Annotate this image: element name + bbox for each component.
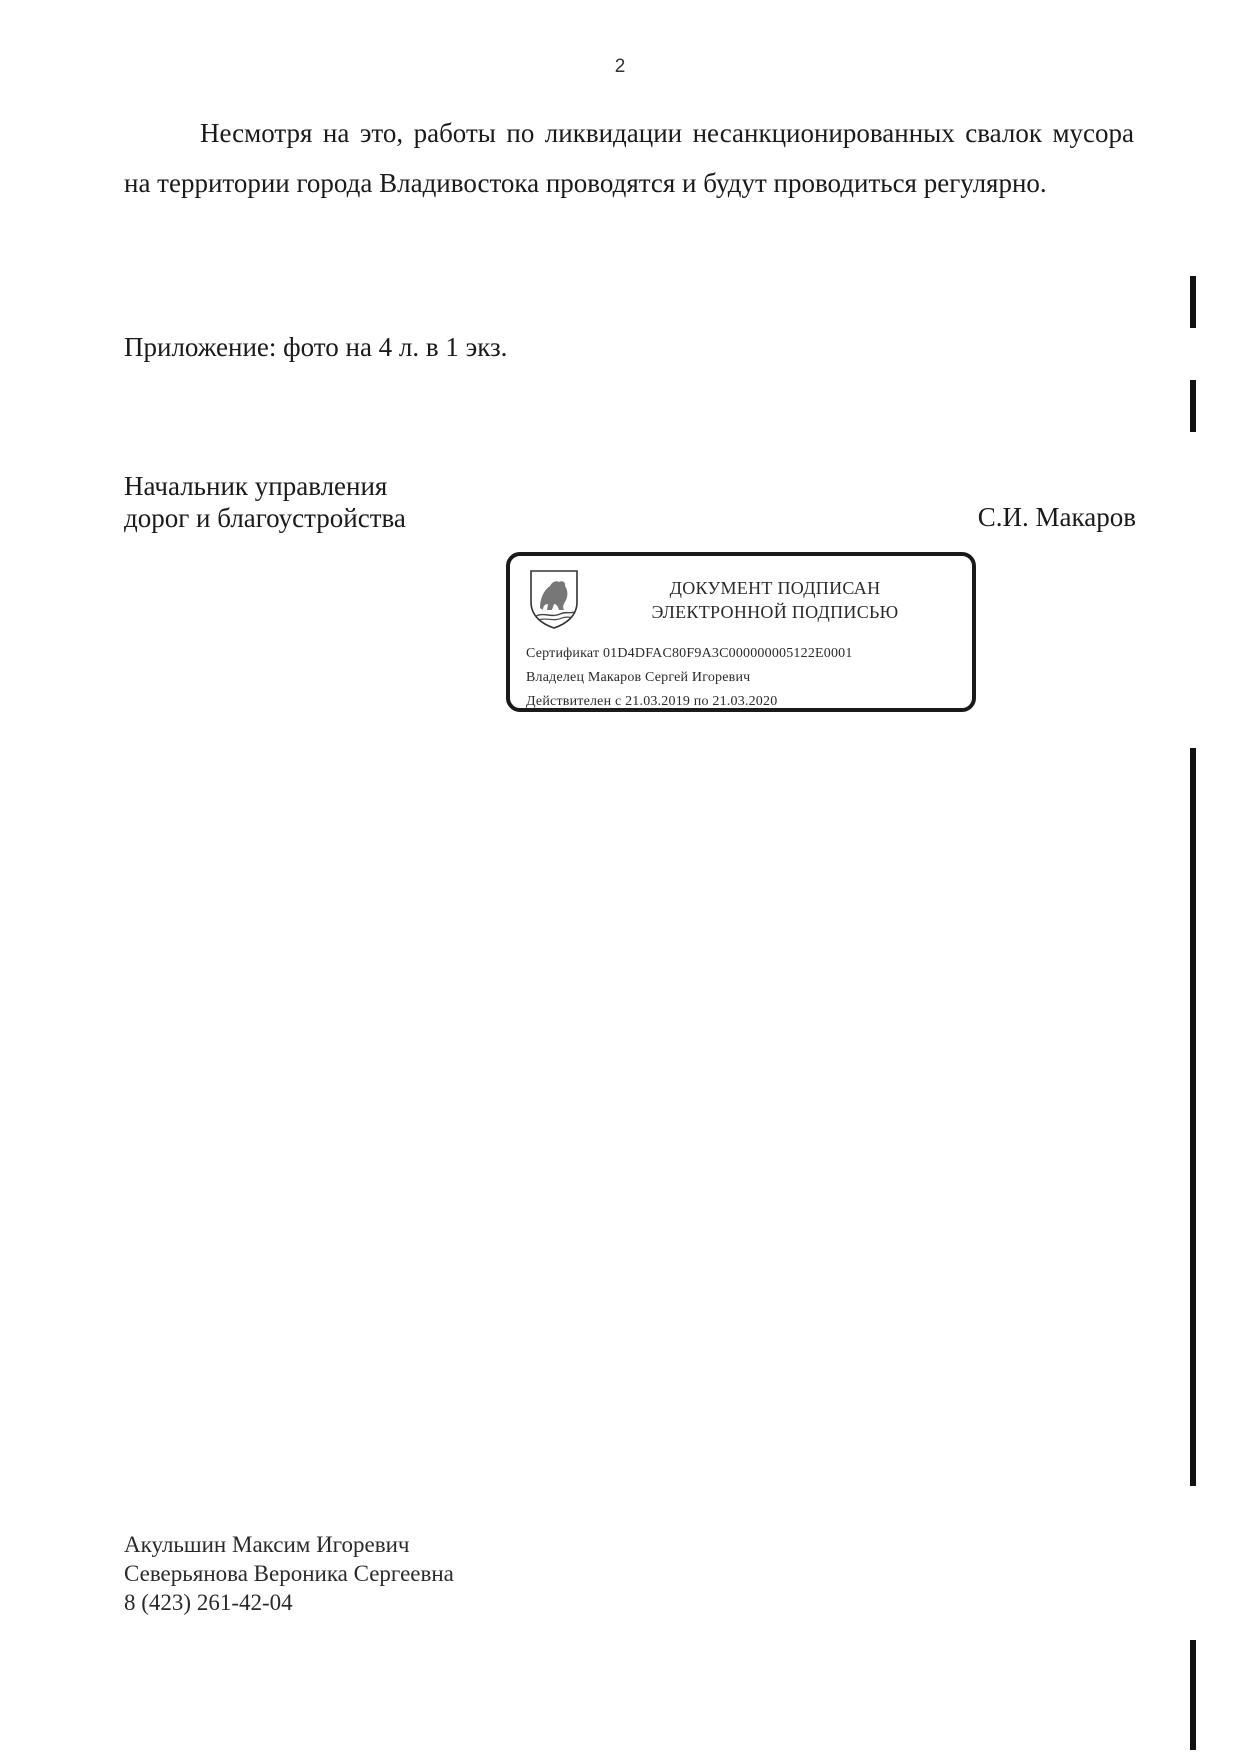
stamp-details bbox=[526, 642, 853, 714]
page-number: 2 bbox=[614, 56, 626, 77]
signer-name: С.И. Макаров bbox=[977, 502, 1136, 532]
coat-of-arms-icon bbox=[528, 568, 580, 630]
stamp-title-line2: ЭЛЕКТРОННОЙ ПОДПИСЬЮ bbox=[651, 602, 899, 622]
signer-position bbox=[124, 470, 406, 534]
contact-phone: 8 (423) 261-42-04 bbox=[124, 1590, 293, 1615]
stamp-owner: Владелец Макаров Сергей Игоревич bbox=[526, 670, 751, 685]
scan-edge-mark bbox=[1190, 276, 1196, 328]
stamp-certificate: Сертификат 01D4DFAC80F9A3C000000005122E0001 bbox=[526, 646, 853, 661]
contact-person-2: Северьянова Вероника Сергеевна bbox=[124, 1561, 454, 1586]
stamp-title bbox=[590, 576, 960, 624]
signer-position-line2: дорог и благоустройства bbox=[124, 503, 406, 533]
contacts-block bbox=[124, 1530, 454, 1617]
body-paragraph: Несмотря на это, работы по ликвидации несанкционированных свалок мусора на территории города Владивостока проводятся и будут проводиться регулярно. bbox=[124, 118, 1134, 198]
electronic-signature-stamp bbox=[506, 552, 976, 712]
contact-person-1: Акульшин Максим Игоревич bbox=[124, 1532, 410, 1557]
scan-edge-mark bbox=[1190, 1640, 1196, 1750]
scan-edge-mark bbox=[1190, 380, 1196, 432]
attachment-note: Приложение: фото на 4 л. в 1 экз. bbox=[124, 332, 508, 362]
stamp-title-line1: ДОКУМЕНТ ПОДПИСАН bbox=[669, 578, 881, 598]
signer-position-line1: Начальник управления bbox=[124, 471, 388, 501]
scan-edge-mark bbox=[1190, 748, 1196, 1486]
stamp-validity: Действителен с 21.03.2019 по 21.03.2020 bbox=[526, 694, 778, 709]
